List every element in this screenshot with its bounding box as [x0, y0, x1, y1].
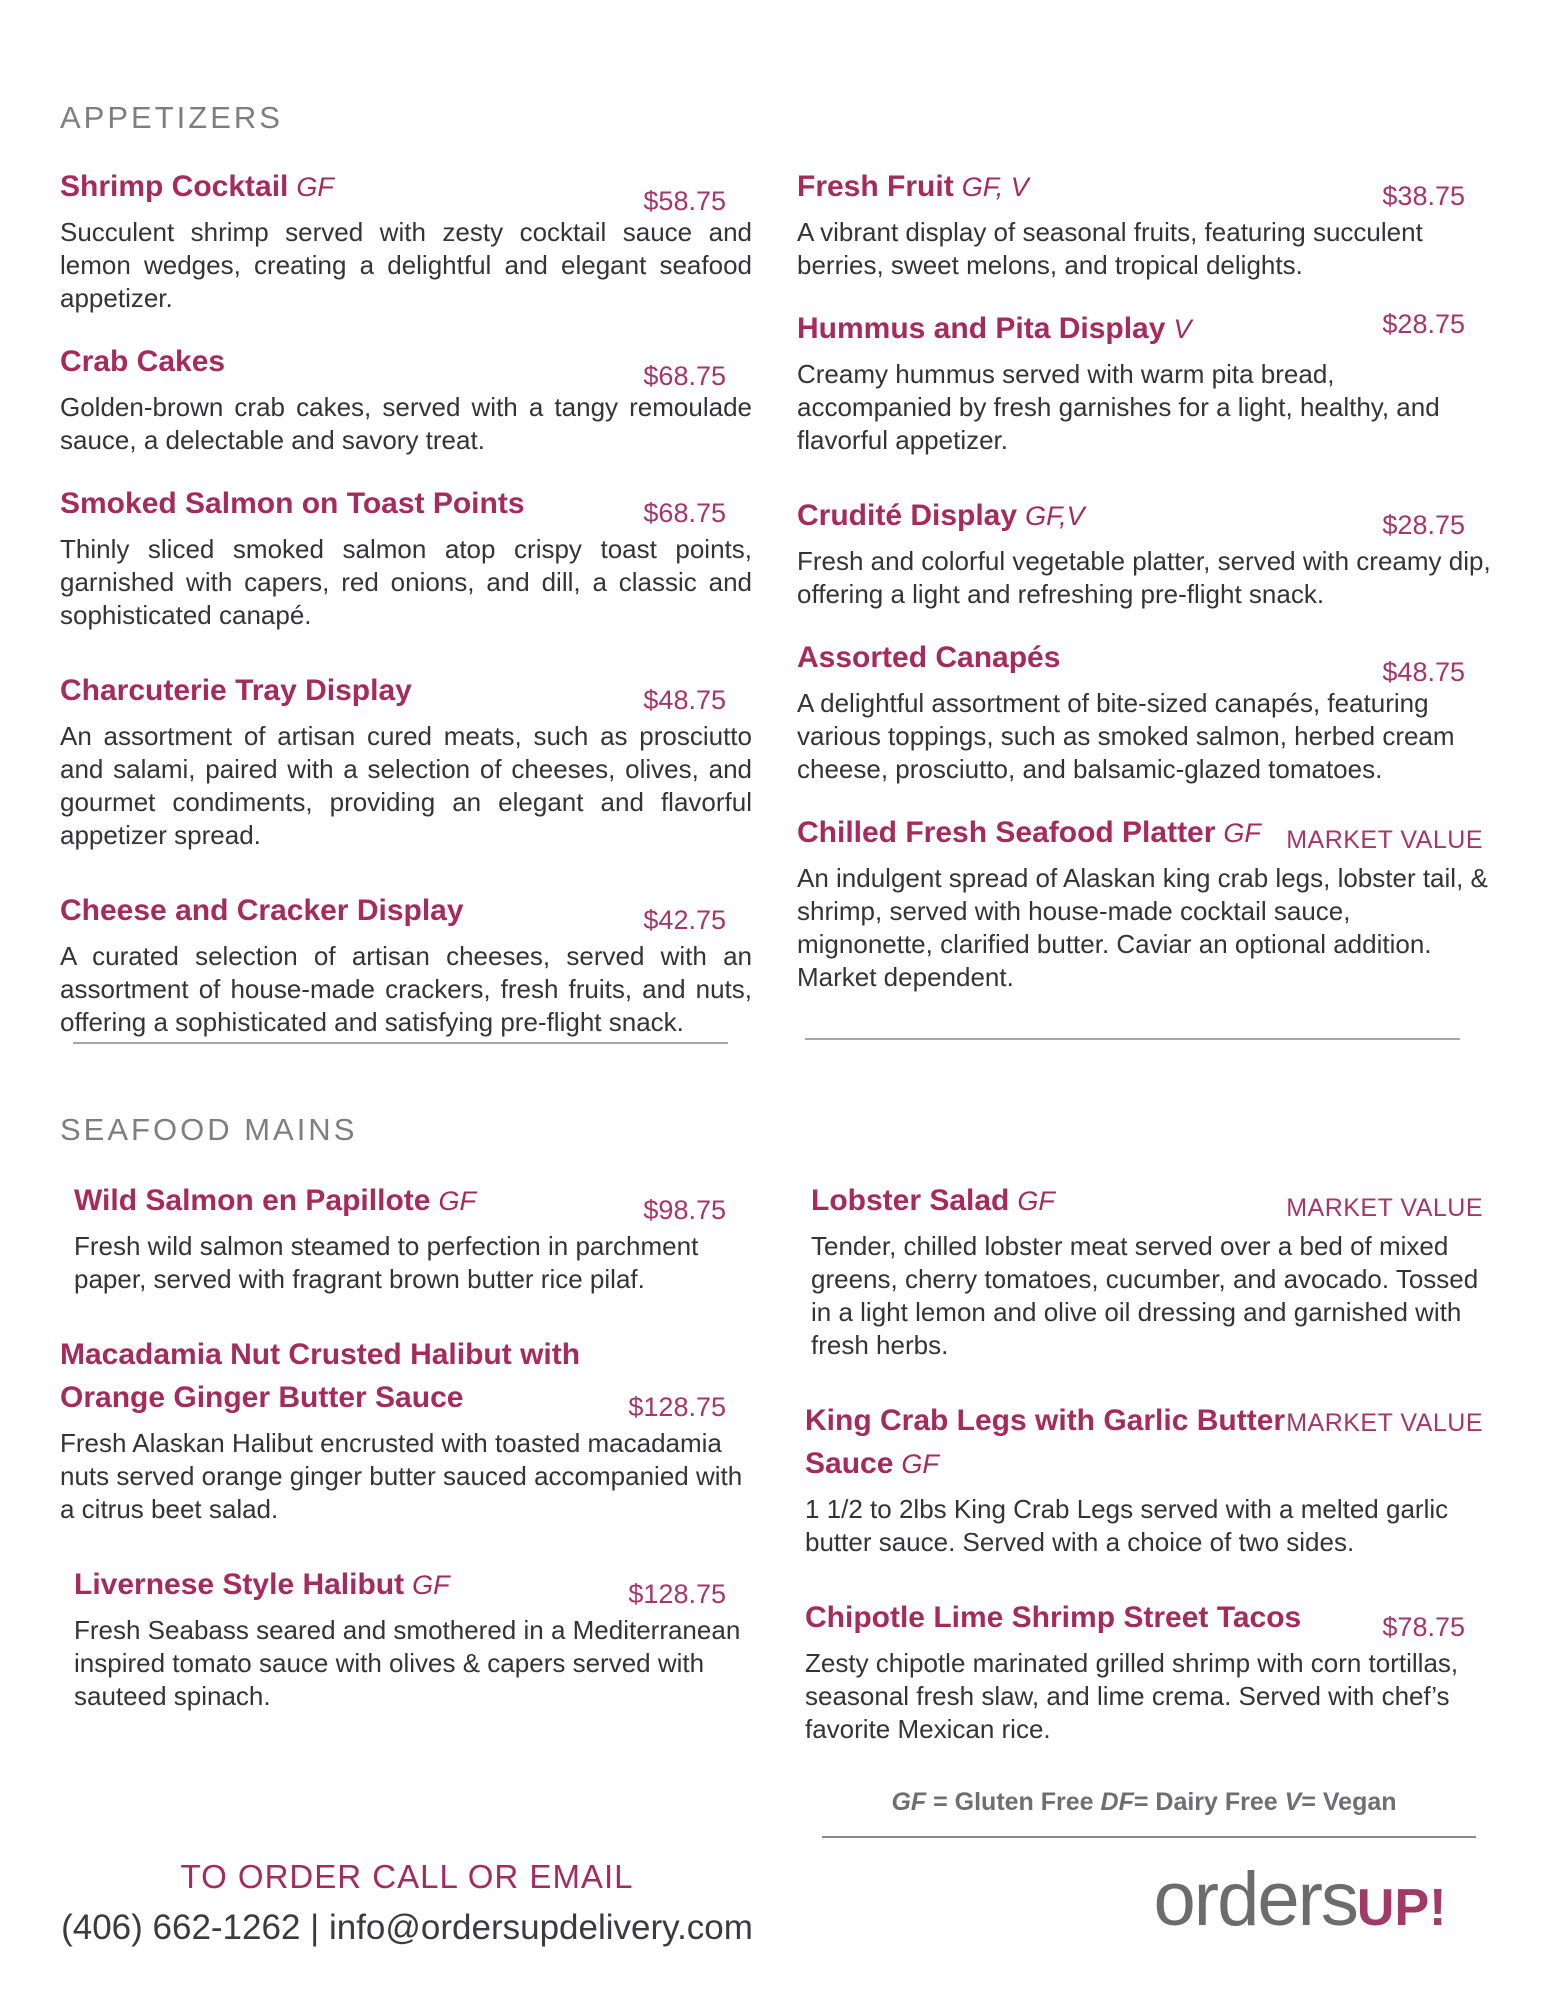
item-title-row [811, 1182, 1491, 1225]
item-title-row [74, 1566, 752, 1609]
item-price: $58.75 [643, 186, 726, 216]
legend-text-dairy-free: = Dairy Free [1133, 1788, 1285, 1816]
item-description: Succulent shrimp served with zesty cocktail sauce and lemon wedges, creating a delightful and elegant seafood appetizer. [60, 217, 752, 313]
menu-item-macadamia-halibut [60, 1336, 752, 1526]
section-header-seafood-mains: SEAFOOD MAINS [60, 1112, 358, 1147]
item-description: Fresh Alaskan Halibut encrusted with toasted macadamia nuts served orange ginger butter sauced accompanied with a citrus beet salad. [60, 1428, 743, 1524]
item-price-market-value: MARKET VALUE [1286, 1194, 1483, 1222]
item-description: An indulgent spread of Alaskan king crab legs, lobster tail, & shrimp, served with house-made cocktail sauce, mignonette, clarified butter. Caviar an optional addition. Market dependent. [797, 863, 1488, 992]
diet-tag: GF [412, 1570, 450, 1600]
item-description: Golden-brown crab cakes, served with a tangy remoulade sauce, a delectable and savory treat. [60, 392, 752, 455]
item-name: Hummus and Pita Display [797, 312, 1166, 345]
item-title-row [60, 168, 752, 216]
item-description: Fresh Seabass seared and smothered in a Mediterranean inspired tomato sauce with olives & capers served with sauteed spinach. [74, 1615, 741, 1711]
item-name: Assorted Canapés [797, 641, 1061, 674]
menu-item-crab-cakes [60, 343, 752, 457]
legend-tag-df: DF [1100, 1788, 1134, 1816]
item-description: A vibrant display of seasonal fruits, featuring succulent berries, sweet melons, and tropical delights. [797, 217, 1423, 280]
legend-text-vegan: = Vegan [1301, 1788, 1397, 1816]
item-name: Chipotle Lime Shrimp Street Tacos [805, 1601, 1302, 1634]
item-title-row [797, 497, 1491, 540]
item-price: $48.75 [643, 685, 726, 715]
item-price-market-value: MARKET VALUE [1286, 1409, 1483, 1437]
section-header-appetizers: APPETIZERS [60, 100, 283, 135]
footer-contact-line: (406) 662-1262 | info@ordersupdelivery.com [61, 1908, 753, 1947]
menu-item-cheese-cracker [60, 892, 752, 1039]
menu-item-smoked-salmon-toast [60, 485, 752, 632]
item-title-row [60, 1336, 752, 1422]
logo-text-orders: orders [1153, 1857, 1357, 1942]
dietary-legend [797, 1788, 1491, 1817]
mains-left-column [60, 1182, 752, 1741]
item-title-row [74, 1182, 752, 1225]
item-description: 1 1/2 to 2lbs King Crab Legs served with a melted garlic butter sauce. Served with a choice of two sides. [805, 1494, 1449, 1557]
menu-item-wild-salmon [60, 1182, 752, 1296]
item-description: Fresh wild salmon steamed to perfection in parchment paper, served with fragrant brown butter rice pilaf. [74, 1231, 699, 1294]
item-price: $42.75 [643, 905, 726, 935]
item-title-row [797, 814, 1491, 857]
item-name: Charcuterie Tray Display [60, 674, 412, 707]
diet-tag: V [1173, 314, 1192, 344]
menu-item-hummus-pita [797, 310, 1491, 457]
footer-heading: TO ORDER CALL OR EMAIL [180, 1858, 634, 1895]
item-name: King Crab Legs with Garlic Butter Sauce [805, 1404, 1286, 1480]
item-name: Crudité Display [797, 499, 1018, 532]
item-name: Crab Cakes [60, 345, 226, 378]
item-price: $28.75 [1382, 510, 1465, 540]
divider-legend [822, 1836, 1476, 1838]
diet-tag: GF [1223, 818, 1261, 848]
menu-item-chilled-seafood-platter [797, 814, 1491, 994]
legend-tag-v: V [1284, 1788, 1302, 1816]
appetizers-right-column [797, 168, 1491, 1022]
item-price: $68.75 [643, 498, 726, 528]
menu-item-livernese-halibut [60, 1566, 752, 1713]
diet-tag: GF [438, 1186, 476, 1216]
mains-right-column [797, 1182, 1491, 1774]
item-name: Shrimp Cocktail [60, 170, 289, 203]
legend-text-gluten-free: = Gluten Free [926, 1788, 1101, 1816]
item-description: Fresh and colorful vegetable platter, served with creamy dip, offering a light and refreshing pre-flight snack. [797, 546, 1491, 609]
item-price: $68.75 [643, 361, 726, 391]
item-title-row [797, 168, 1491, 211]
diet-tag: GF [1017, 1186, 1055, 1216]
item-price: $98.75 [643, 1195, 726, 1225]
menu-item-crudite-display [797, 497, 1491, 611]
item-title-row [60, 892, 752, 935]
item-title-row [805, 1599, 1491, 1642]
item-description: A delightful assortment of bite-sized canapés, featuring various toppings, such as smoked salmon, herbed cream cheese, prosciutto, and balsamic-glazed tomatoes. [797, 688, 1455, 784]
diet-tag: GF, V [961, 172, 1029, 202]
appetizers-left-column [60, 168, 752, 1067]
legend-tag-gf: GF [891, 1788, 927, 1816]
item-price-market-value: MARKET VALUE [1286, 826, 1483, 854]
menu-item-fresh-fruit [797, 168, 1491, 282]
menu-item-charcuterie-tray [60, 672, 752, 852]
item-description: Creamy hummus served with warm pita bread, accompanied by fresh garnishes for a light, healthy, and flavorful appetizer. [797, 359, 1440, 455]
item-description: A curated selection of artisan cheeses, served with an assortment of house-made crackers, fresh fruits, and nuts, offering a sophisticated and satisfying pre-flight snack. [60, 941, 752, 1037]
item-title-row [797, 310, 1491, 353]
item-name: Fresh Fruit [797, 170, 954, 203]
item-name: Chilled Fresh Seafood Platter [797, 816, 1216, 849]
logo-text-up: UP! [1356, 1879, 1447, 1937]
item-price: $128.75 [628, 1392, 726, 1422]
item-title-row [797, 639, 1491, 687]
item-price: $38.75 [1382, 181, 1465, 211]
item-title-row [805, 1402, 1491, 1488]
diet-tag: GF,V [1025, 501, 1085, 531]
item-title-row [60, 672, 752, 715]
item-name: Smoked Salmon on Toast Points [60, 487, 525, 520]
diet-tag: GF [296, 172, 334, 202]
item-title-row [60, 343, 752, 391]
item-price: $128.75 [628, 1579, 726, 1609]
footer-order-info [57, 1858, 757, 1948]
item-price: $48.75 [1382, 657, 1465, 687]
diet-tag: GF [901, 1449, 939, 1479]
item-name: Wild Salmon en Papillote [74, 1184, 431, 1217]
item-description: Tender, chilled lobster meat served over a bed of mixed greens, cherry tomatoes, cucumber, and avocado. Tossed in a light lemon and olive oil dressing and garnished with fresh herbs. [811, 1231, 1479, 1360]
item-name: Macadamia Nut Crusted Halibut with Orange Ginger Butter Sauce [60, 1338, 581, 1414]
item-price: $78.75 [1382, 1612, 1465, 1642]
item-description: Zesty chipotle marinated grilled shrimp with corn tortillas, seasonal fresh slaw, and lime crema. Served with chef’s favorite Mexican rice. [805, 1648, 1459, 1744]
ordersup-logo [1120, 1856, 1480, 1943]
item-title-row [60, 485, 752, 528]
divider-right-column [805, 1038, 1460, 1040]
item-price: $28.75 [1382, 309, 1465, 339]
item-description: Thinly sliced smoked salmon atop crispy toast points, garnished with capers, red onions, and dill, a classic and sophisticated canapé. [60, 534, 752, 630]
menu-item-assorted-canapes [797, 639, 1491, 786]
item-name: Cheese and Cracker Display [60, 894, 464, 927]
menu-item-shrimp-cocktail [60, 168, 752, 315]
item-name: Lobster Salad [811, 1184, 1010, 1217]
item-description: An assortment of artisan cured meats, such as prosciutto and salami, paired with a selection of cheeses, olives, and gourmet condiments, providing an elegant and flavorful appetizer spread. [60, 721, 752, 850]
menu-item-chipotle-shrimp-tacos [797, 1599, 1491, 1746]
item-name: Livernese Style Halibut [74, 1568, 405, 1601]
menu-item-king-crab-legs [797, 1402, 1491, 1559]
menu-item-lobster-salad [797, 1182, 1491, 1362]
divider-left-column [73, 1042, 728, 1044]
